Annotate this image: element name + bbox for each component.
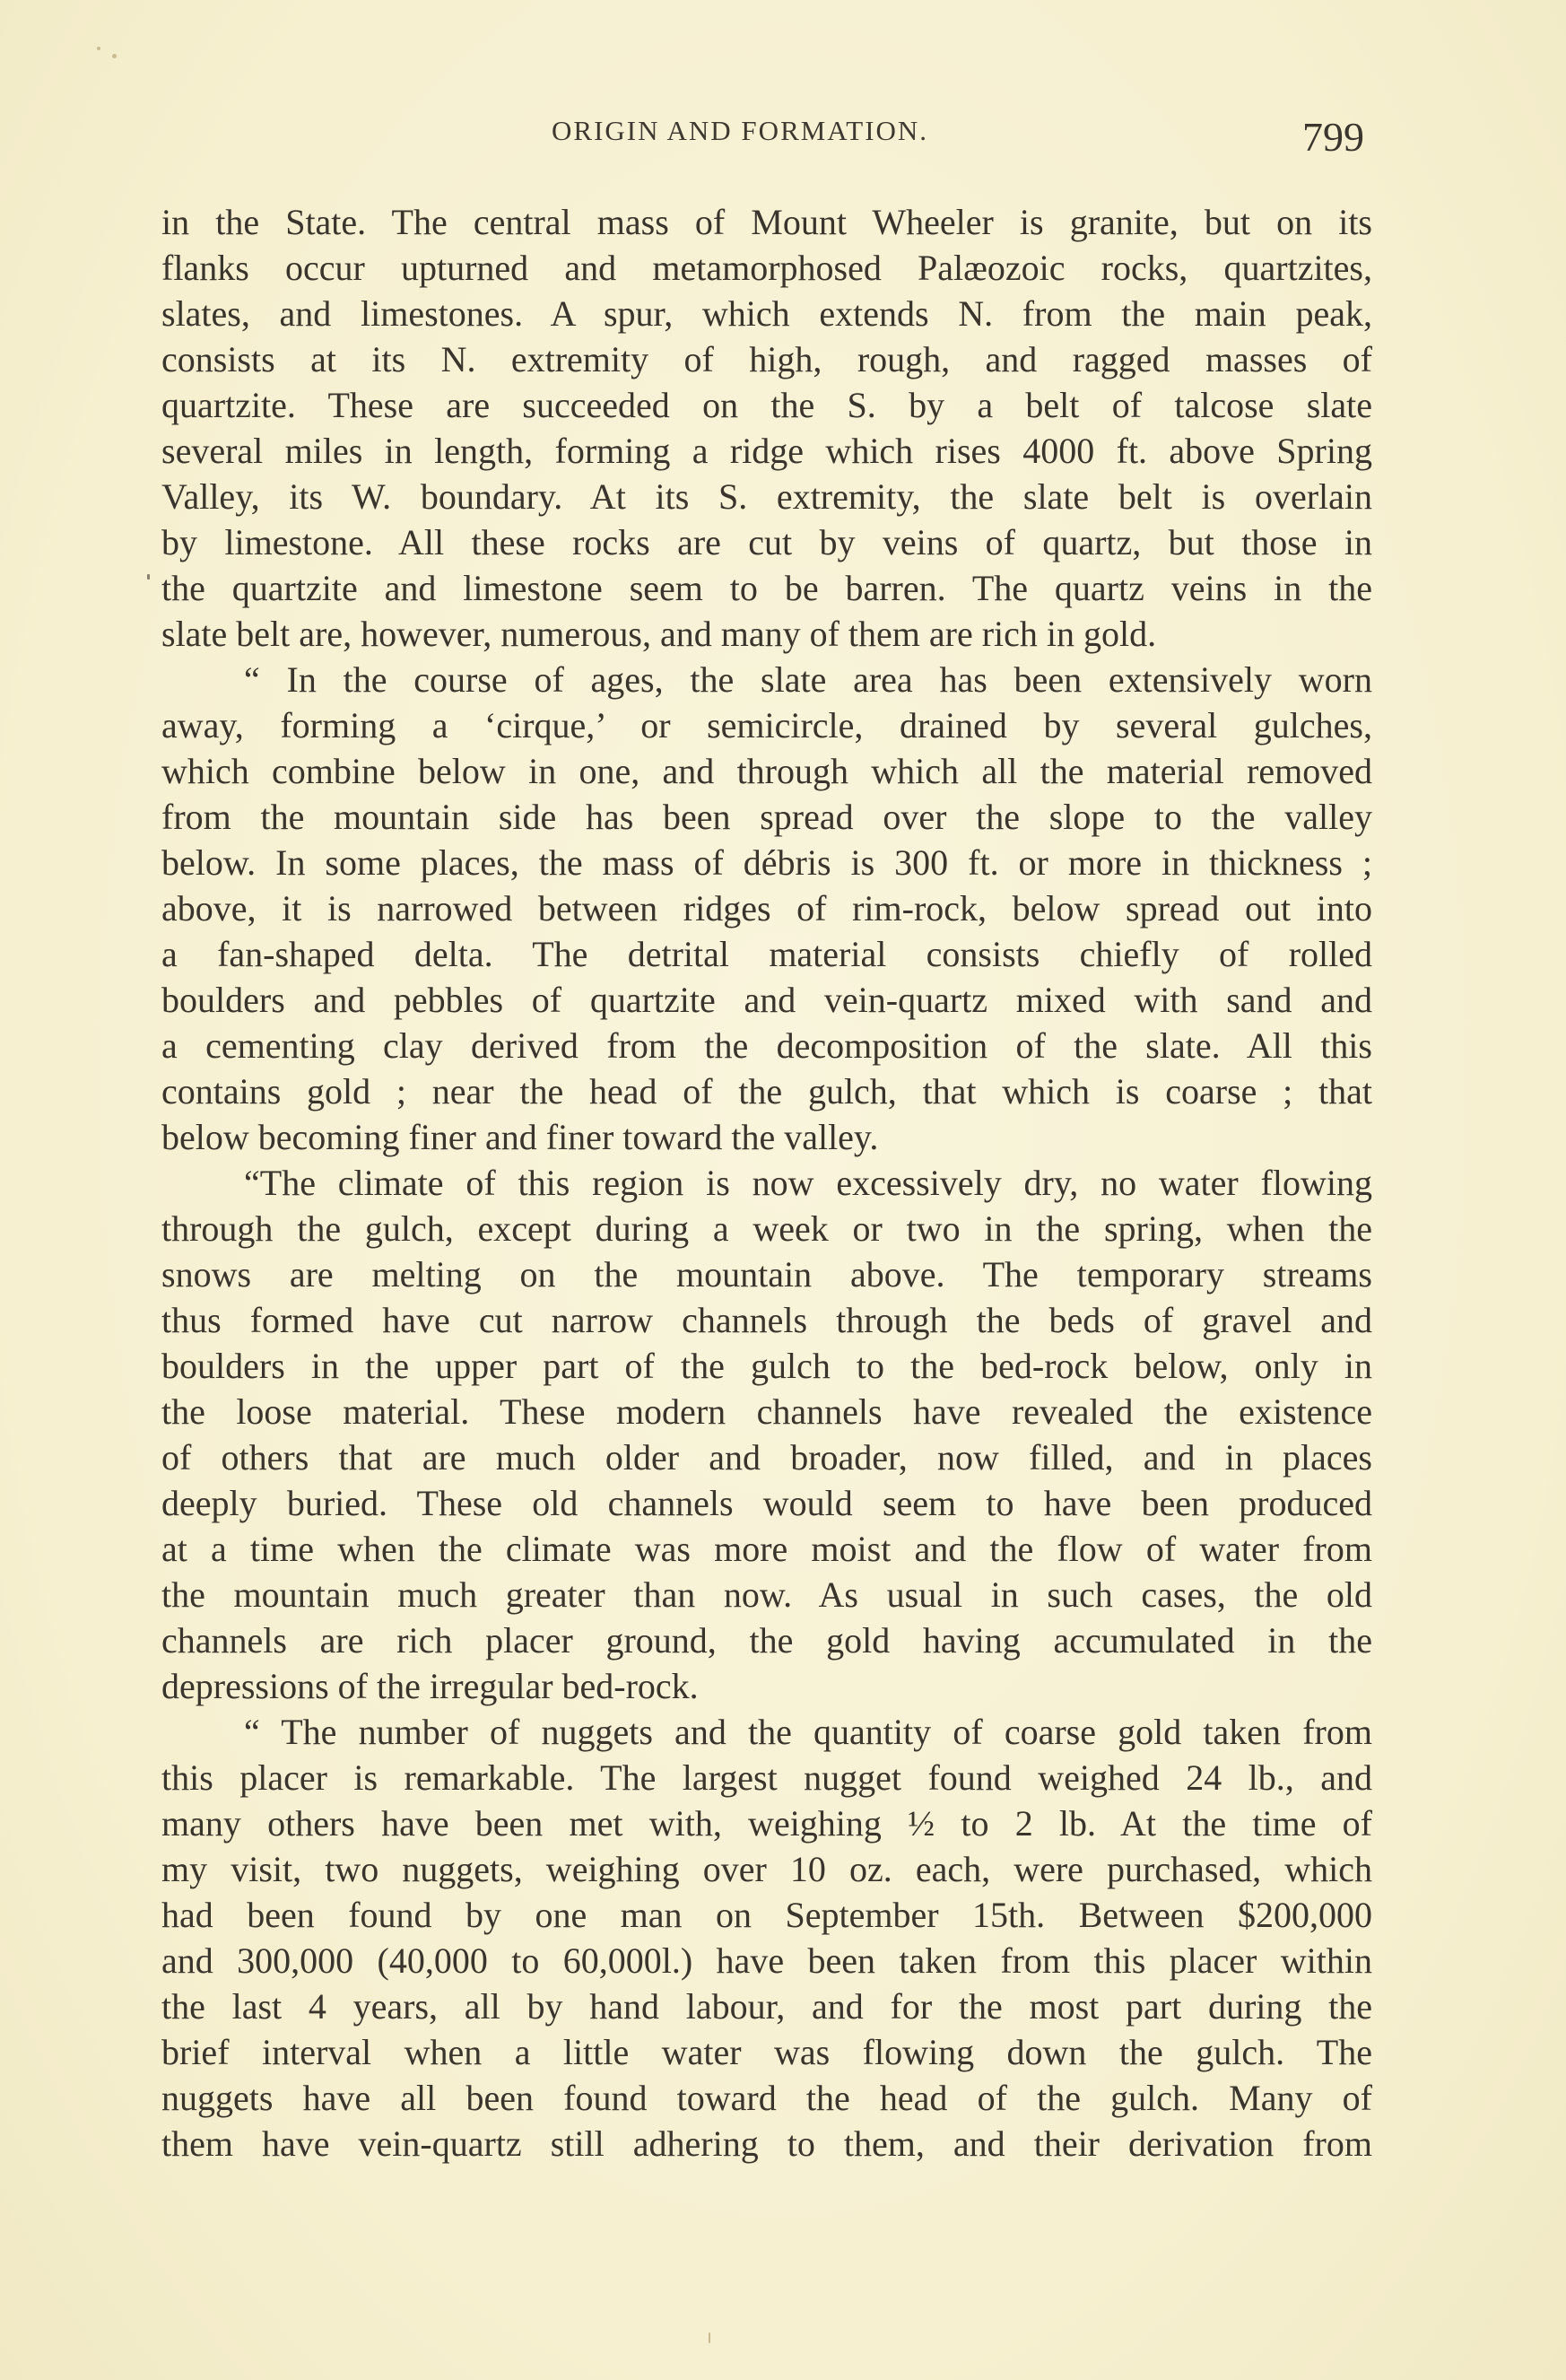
text-line: many others have been met with, weighing ½ to 2 lb. At the time of: [161, 1803, 1372, 1844]
text-line: from the mountain side has been spread over the slope to the valley: [161, 797, 1372, 837]
text-line: slate belt are, however, numerous, and many of them are rich in gold.: [161, 614, 1157, 654]
text-line: quartzite. These are succeeded on the S. by a belt of talcose slate: [161, 385, 1372, 425]
text-line: below becoming finer and finer toward the valley.: [161, 1117, 879, 1157]
text-line: deeply buried. These old channels would seem to have been produced: [161, 1483, 1372, 1523]
text-line: the loose material. These modern channels have revealed the existence: [161, 1391, 1372, 1432]
text-line: this placer is remarkable. The largest nugget found weighed 24 lb., and: [161, 1757, 1372, 1798]
text-line: which combine below in one, and through which all the material removed: [161, 751, 1372, 791]
text-line: had been found by one man on September 15th. Between $200,000: [161, 1895, 1372, 1935]
page-number: 799: [1302, 114, 1364, 160]
text-line: several miles in length, forming a ridge which rises 4000 ft. above Spring: [161, 431, 1372, 471]
text-line: contains gold ; near the head of the gulch, that which is coarse ; that: [161, 1071, 1372, 1112]
text-line: at a time when the climate was more moist and the flow of water from: [161, 1529, 1372, 1569]
text-line: boulders in the upper part of the gulch to the bed-rock below, only in: [161, 1346, 1372, 1386]
text-line: them have vein-quartz still adhering to them, and their derivation from: [161, 2123, 1372, 2164]
paragraph: [161, 657, 1372, 1160]
text-line: depressions of the irregular bed-rock.: [161, 1666, 699, 1706]
running-head: ORIGIN AND FORMATION.: [552, 115, 929, 146]
margin-mark: [147, 574, 150, 580]
paper-speck: [97, 47, 100, 50]
text-line: a fan-shaped delta. The detrital material consists chiefly of rolled: [161, 934, 1372, 974]
text-line: below. In some places, the mass of débris is 300 ft. or more in thickness ;: [161, 842, 1372, 883]
text-line: in the State. The central mass of Mount Wheeler is granite, but on its: [161, 202, 1372, 242]
text-line: by limestone. All these rocks are cut by veins of quartz, but those in: [161, 522, 1372, 562]
text-line: brief interval when a little water was flowing down the gulch. The: [161, 2032, 1372, 2072]
paragraph: [161, 1160, 1372, 1709]
text-line: snows are melting on the mountain above. The temporary streams: [161, 1254, 1372, 1295]
text-line: nuggets have all been found toward the head of the gulch. Many of: [161, 2078, 1372, 2118]
text-line: boulders and pebbles of quartzite and vein-quartz mixed with sand and: [161, 980, 1372, 1020]
text-line: of others that are much older and broader, now filled, and in places: [161, 1437, 1372, 1478]
text-line: the last 4 years, all by hand labour, and for the most part during the: [161, 1986, 1372, 2027]
text-line: away, forming a ‘cirque,’ or semicircle, drained by several gulches,: [161, 705, 1372, 745]
text-line: “ The number of nuggets and the quantity of coarse gold taken from: [244, 1712, 1372, 1752]
text-line: through the gulch, except during a week or two in the spring, when the: [161, 1208, 1372, 1249]
text-line: slates, and limestones. A spur, which extends N. from the main peak,: [161, 293, 1372, 334]
body-text: [161, 199, 1372, 2166]
paper-speck: [112, 54, 117, 58]
paragraph: [161, 199, 1372, 657]
text-line: flanks occur upturned and metamorphosed Palæozoic rocks, quartzites,: [161, 248, 1372, 288]
text-line: the mountain much greater than now. As usual in such cases, the old: [161, 1574, 1372, 1615]
text-line: thus formed have cut narrow channels through the beds of gravel and: [161, 1300, 1372, 1340]
text-line: my visit, two nuggets, weighing over 10 oz. each, were purchased, which: [161, 1849, 1372, 1889]
paragraph: [161, 1709, 1372, 2166]
paper-speck: [709, 2332, 710, 2343]
text-line: “ In the course of ages, the slate area has been extensively worn: [244, 659, 1372, 700]
text-line: a cementing clay derived from the decomposition of the slate. All this: [161, 1025, 1372, 1066]
text-line: and 300,000 (40,000 to 60,000l.) have been taken from this placer within: [161, 1940, 1372, 1981]
text-line: Valley, its W. boundary. At its S. extremity, the slate belt is overlain: [161, 476, 1372, 517]
text-line: the quartzite and limestone seem to be barren. The quartz veins in the: [161, 568, 1372, 608]
text-line: consists at its N. extremity of high, rough, and ragged masses of: [161, 339, 1372, 379]
text-line: above, it is narrowed between ridges of rim-rock, below spread out into: [161, 888, 1372, 928]
text-line: “The climate of this region is now excessively dry, no water flowing: [244, 1163, 1372, 1203]
text-line: channels are rich placer ground, the gold having accumulated in the: [161, 1620, 1372, 1661]
